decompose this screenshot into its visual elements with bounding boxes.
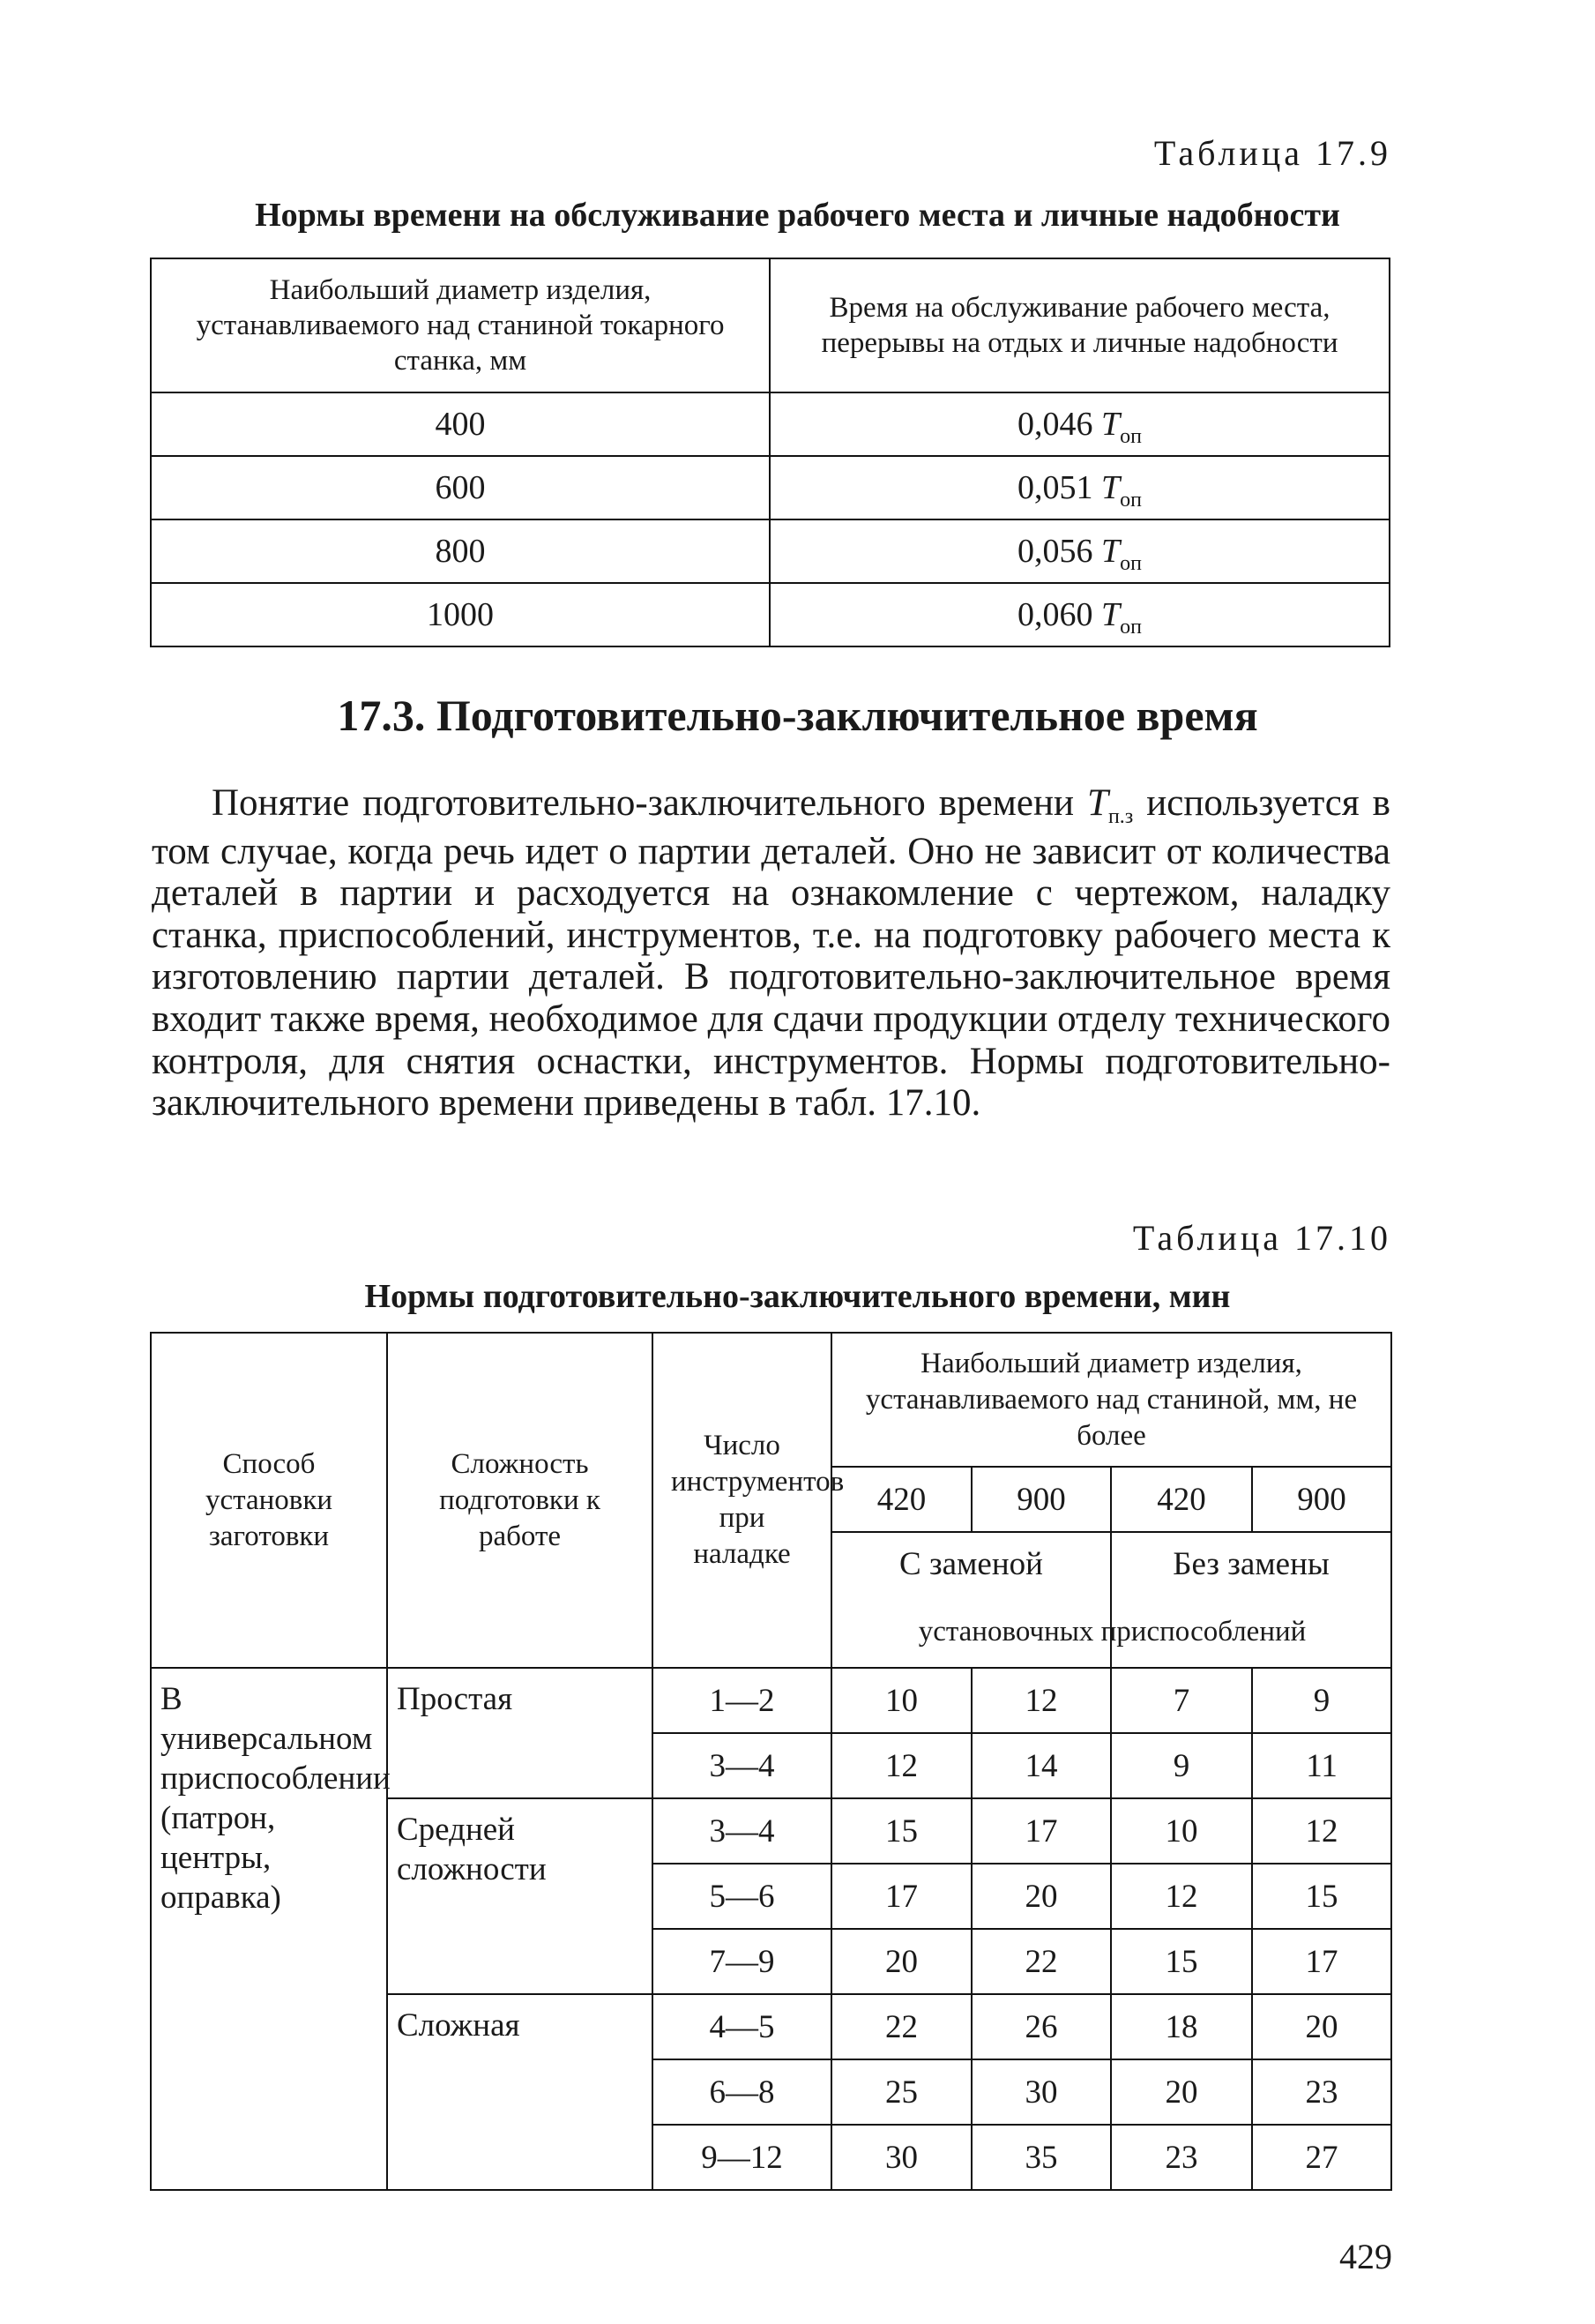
t1-diameter: 1000	[151, 583, 770, 646]
t2-tools: 4—5	[652, 1994, 831, 2059]
t2-value: 20	[972, 1864, 1111, 1929]
table-caption-17-10: Таблица 17.10	[1132, 1218, 1391, 1258]
t2-value: 9	[1252, 1668, 1391, 1733]
t2-value: 12	[1111, 1864, 1252, 1929]
table-title-17-9: Нормы времени на обслуживание рабочего места и личные надобности	[255, 197, 1340, 234]
t2-tools: 3—4	[652, 1733, 831, 1798]
t2-diameter-420: 420	[831, 1467, 972, 1532]
t2-value: 10	[1111, 1798, 1252, 1864]
t2-method-cell: В универсальном приспособлении (патрон, центры, оправка)	[151, 1668, 387, 2190]
section-paragraph: Понятие подготовительно-заключительного времени $T_{п.з}$ используется в том случае, когда речь идет о партии деталей. Оно не зависит от количества деталей в партии и расходуется на ознакомление с чертежом, наладку станка, приспособлений, инструментов, т.е. на подготовку рабочего места к изготовлению партии деталей. В подготовительно-заключительное время входит также время, необходимое для сдачи продукции отделу технического контроля, для снятия оснастки, инструментов. Нормы подготовительно-заключительного времени приведены в табл. 17.10.	[152, 782, 1390, 1125]
t2-tools: 6—8	[652, 2059, 831, 2125]
t2-value: 17	[1252, 1929, 1391, 1994]
t2-value: 12	[1252, 1798, 1391, 1864]
t1-time: 0,060 $T_{оп}$	[770, 583, 1390, 646]
t2-value: 25	[831, 2059, 972, 2125]
t2-value: 23	[1111, 2125, 1252, 2190]
t2-header-complexity: Сложность подготовки к работе	[387, 1333, 652, 1668]
t2-fixtures-label: установочных приспособлений	[918, 1616, 1307, 1648]
t1-time: 0,056 $T_{оп}$	[770, 519, 1390, 583]
t2-diameter-900: 900	[972, 1467, 1111, 1532]
t2-value: 26	[972, 1994, 1111, 2059]
t2-tools: 7—9	[652, 1929, 831, 1994]
table-caption-17-9: Таблица 17.9	[1153, 133, 1391, 173]
t2-value: 27	[1252, 2125, 1391, 2190]
t2-value: 20	[1252, 1994, 1391, 2059]
t1-diameter: 400	[151, 392, 770, 456]
t2-value: 35	[972, 2125, 1111, 2190]
t2-value: 12	[831, 1733, 972, 1798]
t1-time: 0,046 $T_{оп}$	[770, 392, 1390, 456]
t2-without-replacement: Без замены	[1111, 1532, 1391, 1668]
t2-tools: 3—4	[652, 1798, 831, 1864]
t2-complexity-complex: Сложная	[387, 1994, 652, 2190]
t1-diameter: 800	[151, 519, 770, 583]
t2-tools: 5—6	[652, 1864, 831, 1929]
t2-value: 12	[972, 1668, 1111, 1733]
t2-value: 20	[831, 1929, 972, 1994]
t2-with-replacement: С заменой установочных приспособлений	[831, 1532, 1111, 1668]
page-number: 429	[1339, 2237, 1392, 2276]
t2-value: 7	[1111, 1668, 1252, 1733]
t2-diameter-900: 900	[1252, 1467, 1391, 1532]
t2-header-method: Способ установки заготовки	[151, 1333, 387, 1668]
t2-value: 17	[972, 1798, 1111, 1864]
t1-header-time: Время на обслуживание рабочего места, перерывы на отдых и личные надобности	[770, 258, 1390, 392]
t2-value: 10	[831, 1668, 972, 1733]
t2-header-diameter: Наибольший диаметр изделия, устанавливаемого над станиной, мм, не более	[831, 1333, 1391, 1467]
t2-complexity-simple: Простая	[387, 1668, 652, 1798]
t2-value: 23	[1252, 2059, 1391, 2125]
t2-diameter-420: 420	[1111, 1467, 1252, 1532]
t1-diameter: 600	[151, 456, 770, 519]
t2-value: 20	[1111, 2059, 1252, 2125]
t1-header-diameter: Наибольший диаметр изделия, устанавливаемого над станиной токарного станка, мм	[151, 258, 770, 392]
table-17-9	[150, 258, 1390, 647]
table-17-10	[150, 1332, 1392, 2191]
t2-value: 15	[1111, 1929, 1252, 1994]
t2-tools: 1—2	[652, 1668, 831, 1733]
t2-value: 22	[972, 1929, 1111, 1994]
t2-value: 18	[1111, 1994, 1252, 2059]
t2-header-tools: Число инструментов при наладке	[652, 1333, 831, 1668]
t1-time: 0,051 $T_{оп}$	[770, 456, 1390, 519]
t2-value: 9	[1111, 1733, 1252, 1798]
t2-complexity-medium: Средней сложности	[387, 1798, 652, 1994]
t2-value: 17	[831, 1864, 972, 1929]
t2-value: 15	[1252, 1864, 1391, 1929]
table-title-17-10: Нормы подготовительно-заключительного времени, мин	[364, 1278, 1231, 1315]
t2-value: 22	[831, 1994, 972, 2059]
section-heading: 17.3. Подготовительно-заключительное время	[337, 691, 1258, 740]
t2-tools: 9—12	[652, 2125, 831, 2190]
t2-value: 14	[972, 1733, 1111, 1798]
t2-value: 30	[831, 2125, 972, 2190]
t2-value: 11	[1252, 1733, 1391, 1798]
t2-value: 15	[831, 1798, 972, 1864]
t2-value: 30	[972, 2059, 1111, 2125]
